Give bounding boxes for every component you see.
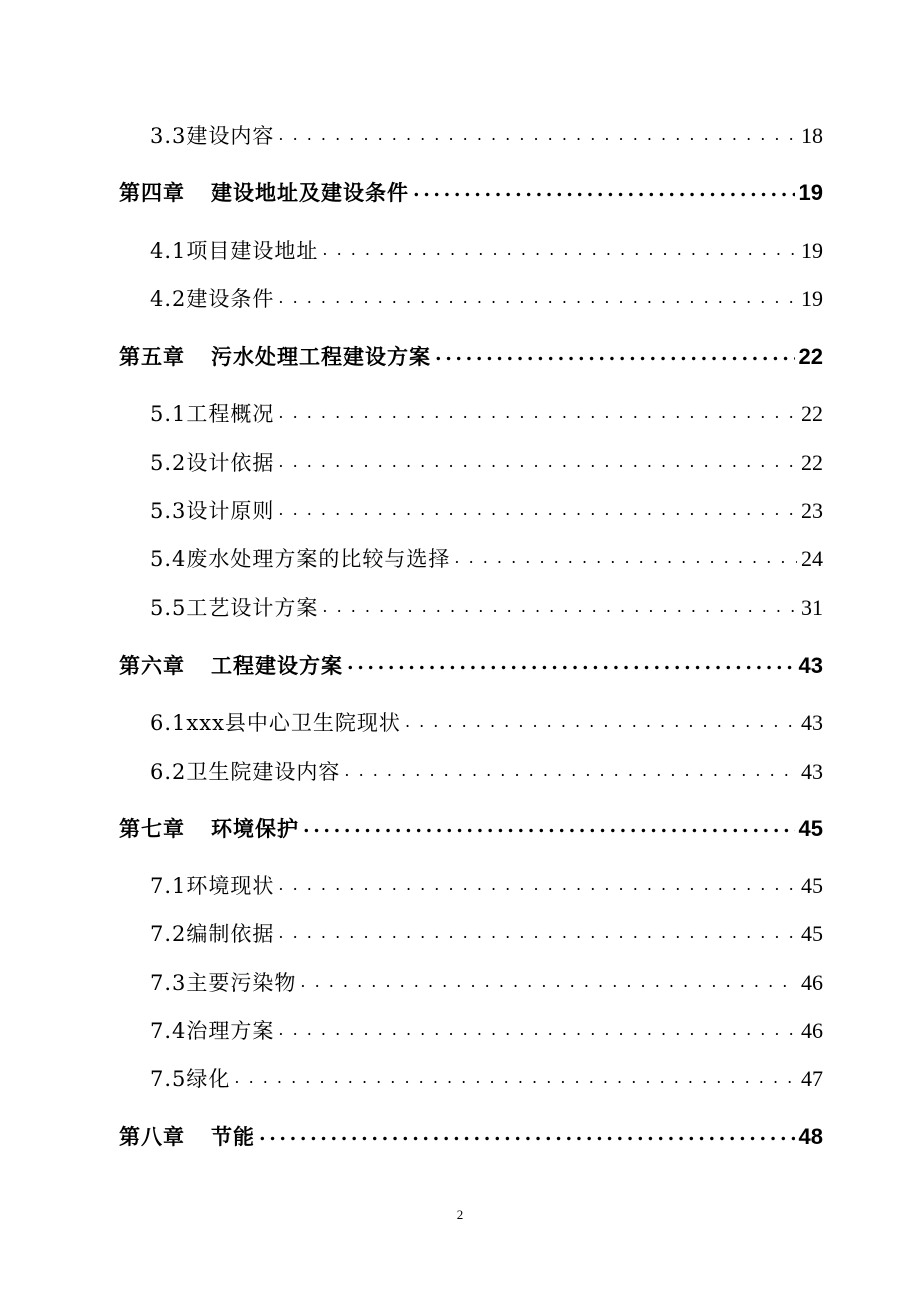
- toc-chapter-number: 第六章: [119, 653, 185, 678]
- dot-leader: [303, 815, 795, 836]
- toc-entry-page: 46: [801, 970, 823, 995]
- dot-leader: [278, 285, 797, 306]
- toc-entry-title: 项目建设地址: [186, 239, 319, 263]
- toc-entry-number: 6.1: [150, 711, 187, 735]
- toc-entry-page: 19: [801, 238, 823, 263]
- toc-entry-title: 卫生院建设内容: [186, 760, 341, 784]
- toc-entry-page: 47: [801, 1066, 823, 1091]
- toc-entry-5-1[interactable]: [150, 398, 823, 428]
- toc-chapter-6[interactable]: [119, 650, 823, 680]
- toc-chapter-8[interactable]: [119, 1121, 823, 1151]
- toc-entry-title: 治理方案: [186, 1019, 275, 1043]
- toc-entry-title: 建设内容: [186, 124, 275, 148]
- toc-entry-page: 45: [801, 873, 823, 898]
- toc-entry-number: 3.3: [150, 124, 187, 148]
- toc-entry-number: 4.1: [150, 239, 187, 263]
- toc-entry-number: 6.2: [150, 760, 187, 784]
- toc-entry-title: 废水处理方案的比较与选择: [186, 547, 451, 571]
- dot-leader: [300, 969, 797, 990]
- toc-chapter-number: 第四章: [119, 180, 185, 205]
- toc-chapter-title: 污水处理工程建设方案: [211, 344, 431, 369]
- toc-entry-page: 45: [801, 921, 823, 946]
- dot-leader: [278, 400, 797, 421]
- toc-entry-7-5[interactable]: [150, 1063, 823, 1093]
- dot-leader: [435, 343, 795, 364]
- toc-chapter-7[interactable]: [119, 813, 823, 843]
- toc-entry-page: 43: [801, 759, 823, 784]
- dot-leader: [278, 872, 797, 893]
- toc-chapter-page: 48: [798, 1124, 823, 1149]
- toc-chapter-page: 22: [798, 344, 823, 369]
- page-number: 2: [456, 1207, 464, 1222]
- toc-entry-4-2[interactable]: [150, 283, 823, 313]
- toc-entry-6-2[interactable]: [150, 756, 823, 786]
- toc-entry-page: 43: [801, 710, 823, 735]
- toc-entry-title: 绿化: [186, 1067, 231, 1091]
- toc-entry-5-3[interactable]: [150, 495, 823, 525]
- toc-chapter-page: 43: [798, 653, 823, 678]
- dot-leader: [278, 1017, 797, 1038]
- toc-entry-title: xxx县中心卫生院现状: [186, 711, 401, 735]
- toc-chapter-number: 第七章: [119, 816, 185, 841]
- toc-chapter-title: 节能: [211, 1124, 255, 1149]
- toc-entry-page: 22: [801, 450, 823, 475]
- toc-entry-number: 5.3: [150, 499, 187, 523]
- toc-entry-page: 18: [801, 123, 823, 148]
- dot-leader: [344, 758, 797, 779]
- toc-entry-4-1[interactable]: [150, 235, 823, 265]
- dot-leader: [234, 1065, 797, 1086]
- toc-entry-title: 设计原则: [186, 499, 275, 523]
- toc-chapter-number: 第五章: [119, 344, 185, 369]
- toc-chapter-title: 环境保护: [211, 816, 299, 841]
- toc-entry-number: 5.4: [150, 547, 187, 571]
- toc-entry-number: 5.5: [150, 596, 187, 620]
- toc-entry-number: 5.2: [150, 451, 187, 475]
- toc-chapter-title: 工程建设方案: [211, 653, 343, 678]
- toc-entry-page: 31: [801, 595, 823, 620]
- toc-entry-number: 7.2: [150, 922, 187, 946]
- dot-leader: [454, 545, 797, 566]
- toc-chapter-title: 建设地址及建设条件: [211, 180, 409, 205]
- toc-entry-title: 编制依据: [186, 922, 275, 946]
- toc-entry-title: 环境现状: [186, 874, 275, 898]
- toc-entry-7-2[interactable]: [150, 918, 823, 948]
- toc-chapter-5[interactable]: [119, 341, 823, 371]
- toc-entry-number: 4.2: [150, 287, 187, 311]
- toc-entry-7-1[interactable]: [150, 870, 823, 900]
- dot-leader: [278, 449, 797, 470]
- toc-entry-number: 7.3: [150, 971, 187, 995]
- dot-leader: [259, 1123, 795, 1144]
- toc-entry-7-3[interactable]: [150, 967, 823, 997]
- toc-chapter-page: 19: [798, 180, 823, 205]
- toc-entry-title: 工艺设计方案: [186, 596, 319, 620]
- toc-entry-title: 主要污染物: [186, 971, 297, 995]
- dot-leader: [322, 237, 797, 258]
- toc-chapter-number: 第八章: [119, 1124, 185, 1149]
- toc-entry-page: 24: [801, 546, 823, 571]
- toc-entry-5-4[interactable]: [150, 543, 823, 573]
- toc-entry-title: 建设条件: [186, 287, 275, 311]
- toc-entry-number: 7.4: [150, 1019, 187, 1043]
- toc-entry-7-4[interactable]: [150, 1015, 823, 1045]
- toc-entry-number: 5.1: [150, 402, 187, 426]
- toc-entry-5-5[interactable]: [150, 592, 823, 622]
- toc-entry-page: 19: [801, 286, 823, 311]
- dot-leader: [322, 594, 797, 615]
- toc-entry-3-3[interactable]: [150, 120, 823, 150]
- toc-entry-page: 22: [801, 401, 823, 426]
- toc-entry-page: 23: [801, 498, 823, 523]
- dot-leader: [347, 652, 795, 673]
- dot-leader: [278, 497, 797, 518]
- toc-entry-6-1[interactable]: [150, 707, 823, 737]
- toc-entry-title: 设计依据: [186, 451, 275, 475]
- toc-chapter-page: 45: [798, 816, 823, 841]
- dot-leader: [405, 709, 797, 730]
- toc-entry-title: 工程概况: [186, 402, 275, 426]
- toc-entry-5-2[interactable]: [150, 447, 823, 477]
- toc-entry-page: 46: [801, 1018, 823, 1043]
- dot-leader: [413, 179, 795, 200]
- dot-leader: [278, 920, 797, 941]
- toc-entry-number: 7.1: [150, 874, 187, 898]
- toc-chapter-4[interactable]: [119, 177, 823, 207]
- toc-entry-number: 7.5: [150, 1067, 187, 1091]
- dot-leader: [278, 122, 797, 143]
